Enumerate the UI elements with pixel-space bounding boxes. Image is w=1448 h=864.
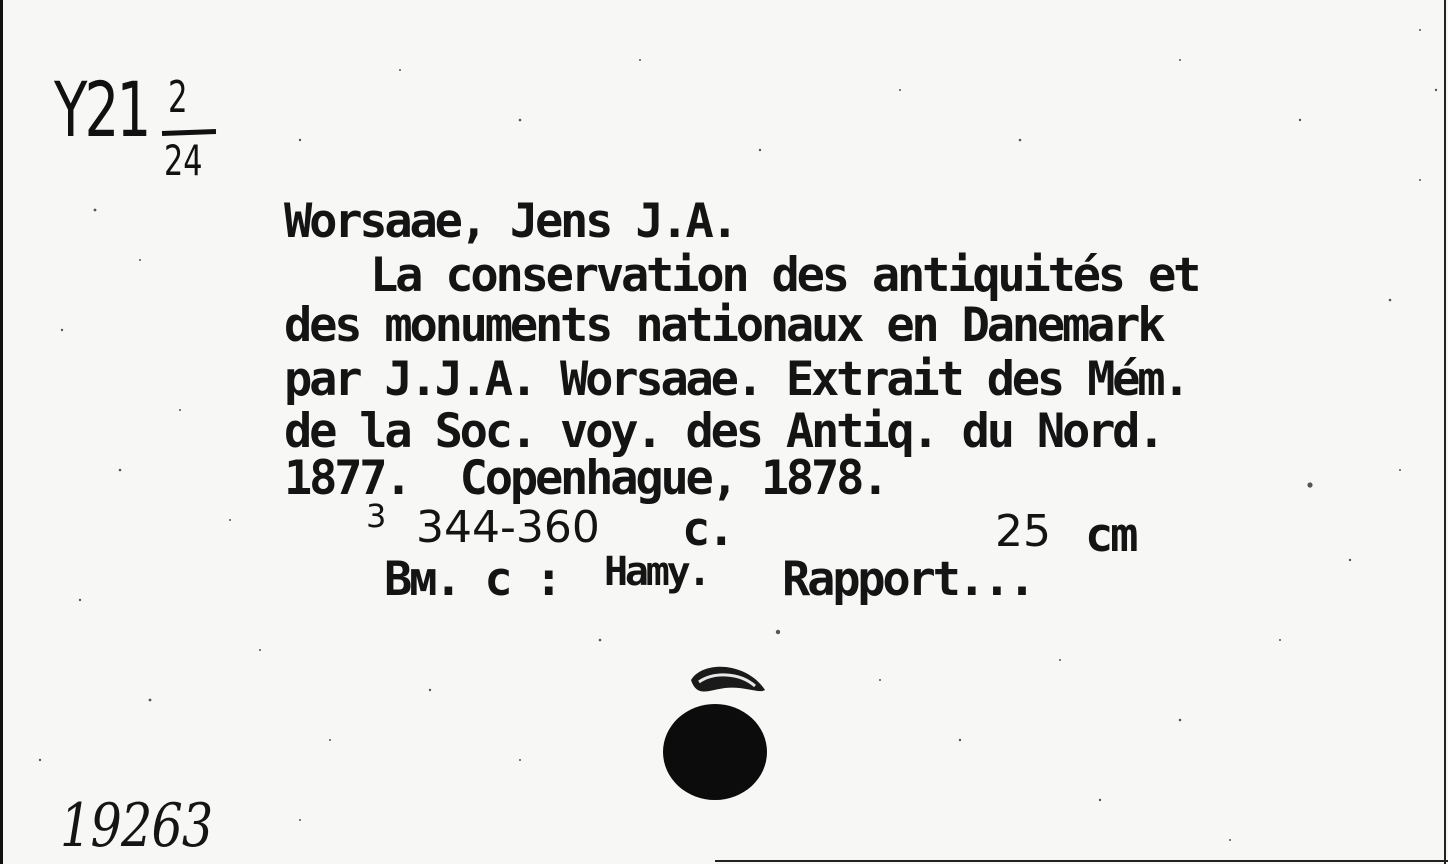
title-line-2: des monuments nationaux en Danemark <box>284 298 1163 353</box>
shelfmark-class: Y21 <box>54 65 149 154</box>
collation-prelim: 3 <box>366 497 387 535</box>
collation-pages-abbr: c. <box>682 502 733 557</box>
collation-size-value: 25 <box>995 506 1051 557</box>
shelfmark-denominator: 24 <box>164 136 203 185</box>
punch-hole <box>655 660 773 802</box>
note-prefix: Bм. с : <box>384 552 560 607</box>
title-line-4: de la Soc. voy. des Antiq. du Nord. <box>284 404 1163 459</box>
note-rest: Rapport... <box>782 552 1033 607</box>
title-line-5: 1877. Copenhague, 1878. <box>284 451 887 506</box>
title-line-1: La conservation des antiquités et <box>370 248 1199 303</box>
shelfmark-numerator: 2 <box>168 72 188 123</box>
collation-size-unit: cm <box>1085 508 1136 563</box>
inventory-number: 19263 <box>60 791 213 861</box>
title-line-3: par J.J.A. Worsaae. Extrait des Mém. <box>284 352 1188 407</box>
collation-pages: 344-360 <box>416 502 600 553</box>
author-heading: Worsaae, Jens J.A. <box>284 194 736 249</box>
note-name: Hamy. <box>604 549 709 595</box>
